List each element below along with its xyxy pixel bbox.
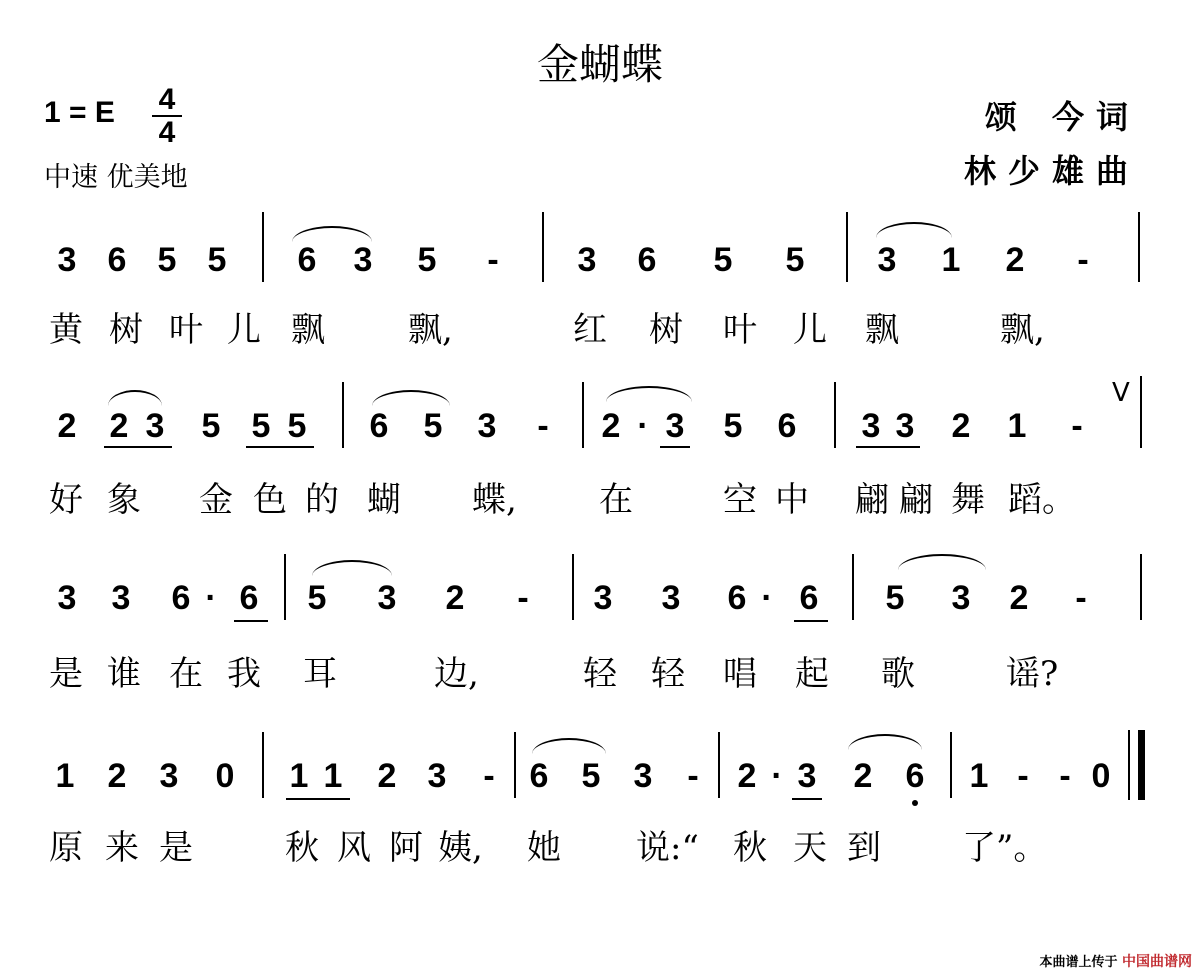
slur bbox=[898, 554, 986, 570]
underline-beam bbox=[856, 446, 920, 448]
bar-line bbox=[834, 382, 836, 448]
time-signature-top: 4 bbox=[158, 83, 176, 116]
slur bbox=[108, 390, 162, 406]
watermark-brand: 中国曲谱网 bbox=[1122, 954, 1192, 970]
bar-line bbox=[950, 732, 952, 798]
note: 1 bbox=[969, 757, 989, 795]
underline-beam bbox=[286, 798, 350, 800]
lyric: 空 bbox=[723, 480, 757, 520]
note: - bbox=[487, 241, 499, 279]
lyric: 说:“ bbox=[636, 828, 699, 868]
watermark-prefix: 本曲谱上传于 bbox=[1039, 955, 1118, 970]
note: 3 bbox=[57, 241, 77, 279]
note: 3 bbox=[633, 757, 653, 795]
note: 1 bbox=[55, 757, 75, 795]
note: - bbox=[517, 579, 529, 617]
lyric: 原 bbox=[49, 828, 83, 868]
note: - bbox=[1017, 757, 1029, 795]
lyric: 翩 bbox=[855, 480, 889, 520]
tempo-marking: 中速 优美地 bbox=[44, 162, 188, 193]
note: 3 bbox=[661, 579, 681, 617]
lyric: 的 bbox=[305, 480, 339, 520]
lyric: 歌 bbox=[881, 654, 915, 694]
lyric: 儿 bbox=[793, 310, 827, 350]
note: 1 bbox=[941, 241, 961, 279]
note: 2 bbox=[109, 407, 129, 445]
lyric: 飘, bbox=[1000, 310, 1045, 350]
lyric: 中 bbox=[775, 480, 809, 520]
note: 6 bbox=[297, 241, 317, 279]
lyricist-credit: 颂 今词 bbox=[984, 98, 1140, 136]
note: - bbox=[687, 757, 699, 795]
lyric: 飘 bbox=[865, 310, 899, 350]
bar-line bbox=[572, 554, 574, 620]
note: 3 bbox=[577, 241, 597, 279]
time-signature-bottom: 4 bbox=[158, 116, 176, 149]
lyric: 轻 bbox=[583, 654, 617, 694]
note: 3 bbox=[427, 757, 447, 795]
lyric: 了”。 bbox=[962, 828, 1048, 868]
note: 2 bbox=[853, 757, 873, 795]
note: 5 bbox=[417, 241, 437, 279]
lyric: 谁 bbox=[107, 654, 141, 694]
note: 6 bbox=[637, 241, 657, 279]
underline-beam bbox=[792, 798, 822, 800]
lyric: 边, bbox=[434, 654, 479, 694]
note: 1 bbox=[1007, 407, 1027, 445]
composer-credit: 林少雄曲 bbox=[963, 152, 1140, 190]
note: - bbox=[537, 407, 549, 445]
key-signature: 1 = E bbox=[44, 96, 115, 129]
note: 6 bbox=[239, 579, 259, 617]
lyric: 叶 bbox=[723, 310, 757, 350]
song-title: 金蝴蝶 bbox=[536, 40, 663, 89]
underline-beam bbox=[234, 620, 268, 622]
note: - bbox=[483, 757, 495, 795]
lyric: 红 bbox=[573, 310, 607, 350]
note: 2 bbox=[377, 757, 397, 795]
bar-line bbox=[262, 212, 264, 282]
lyrics-line-4 bbox=[0, 820, 1200, 868]
lyric: 黄 bbox=[49, 310, 83, 350]
note: 3 bbox=[593, 579, 613, 617]
lyric: 秋 bbox=[285, 828, 319, 868]
note: 3 bbox=[57, 579, 77, 617]
lyric: 是 bbox=[159, 828, 193, 868]
note: 3 bbox=[477, 407, 497, 445]
lyric: 是 bbox=[49, 654, 83, 694]
note: 5 bbox=[785, 241, 805, 279]
lyrics-line-2 bbox=[0, 472, 1200, 520]
slur bbox=[606, 386, 692, 402]
slur bbox=[312, 560, 392, 576]
lyric: 翩 bbox=[899, 480, 933, 520]
note: 2 bbox=[601, 407, 621, 445]
note: - bbox=[1075, 579, 1087, 617]
lyric: 飘 bbox=[291, 310, 325, 350]
note: 1 bbox=[323, 757, 343, 795]
note: 5 bbox=[581, 757, 601, 795]
note: 2 bbox=[737, 757, 757, 795]
lyrics-line-3 bbox=[0, 646, 1200, 694]
bar-line bbox=[1140, 376, 1142, 448]
note: 6 bbox=[905, 757, 925, 795]
note: 6 bbox=[107, 241, 127, 279]
lyric: 蝴 bbox=[367, 480, 401, 520]
bar-line bbox=[262, 732, 264, 798]
breath-mark: V bbox=[1112, 378, 1130, 408]
note: 2 bbox=[951, 407, 971, 445]
lyric: 儿 bbox=[227, 310, 261, 350]
lyric: 树 bbox=[109, 310, 143, 350]
slur bbox=[372, 390, 450, 406]
slur bbox=[848, 734, 922, 750]
lyric: 树 bbox=[649, 310, 683, 350]
note: 5 bbox=[207, 241, 227, 279]
lyric: 叶 bbox=[169, 310, 203, 350]
note: 3 bbox=[665, 407, 685, 445]
time-signature bbox=[150, 84, 184, 148]
slur bbox=[876, 222, 952, 238]
lyric: 金 bbox=[199, 480, 233, 520]
bar-line bbox=[542, 212, 544, 282]
bar-line bbox=[846, 212, 848, 282]
lyric: 耳 bbox=[303, 654, 337, 694]
lyric: 飘, bbox=[408, 310, 453, 350]
note: 5 bbox=[307, 579, 327, 617]
note: 2 bbox=[1005, 241, 1025, 279]
lyric: 轻 bbox=[651, 654, 685, 694]
note: 3 bbox=[951, 579, 971, 617]
lyric: 蹈。 bbox=[1008, 480, 1076, 520]
lyric: 秋 bbox=[733, 828, 767, 868]
note: · bbox=[205, 579, 217, 617]
lyric: 来 bbox=[105, 828, 139, 868]
note: - bbox=[1059, 757, 1071, 795]
bar-line bbox=[342, 382, 344, 448]
note: 6 bbox=[727, 579, 747, 617]
note: 5 bbox=[157, 241, 177, 279]
note: 3 bbox=[353, 241, 373, 279]
note: 6 bbox=[529, 757, 549, 795]
lyric: 风 bbox=[337, 828, 371, 868]
note: 0 bbox=[215, 757, 235, 795]
note: - bbox=[1071, 407, 1083, 445]
bar-line bbox=[284, 554, 286, 620]
lyric: 舞 bbox=[951, 480, 985, 520]
bar-line bbox=[718, 732, 720, 798]
note: 5 bbox=[287, 407, 307, 445]
lyric: 我 bbox=[227, 654, 261, 694]
note: 3 bbox=[797, 757, 817, 795]
note: 2 bbox=[57, 407, 77, 445]
lyric: 唱 bbox=[723, 654, 757, 694]
underline-beam bbox=[794, 620, 828, 622]
lyric: 蝶, bbox=[472, 480, 517, 520]
bar-line bbox=[852, 554, 854, 620]
note: 6 bbox=[369, 407, 389, 445]
final-bar-thick bbox=[1138, 730, 1145, 800]
underline-beam bbox=[660, 446, 690, 448]
note: 2 bbox=[445, 579, 465, 617]
bar-line bbox=[514, 732, 516, 798]
bar-line bbox=[1140, 554, 1142, 620]
note: 3 bbox=[159, 757, 179, 795]
note: 3 bbox=[877, 241, 897, 279]
lyric: 象 bbox=[107, 480, 141, 520]
note: · bbox=[637, 407, 649, 445]
note: 5 bbox=[885, 579, 905, 617]
lyric: 到 bbox=[847, 828, 881, 868]
note: 5 bbox=[713, 241, 733, 279]
lyric: 天 bbox=[793, 828, 827, 868]
note: 3 bbox=[895, 407, 915, 445]
watermark bbox=[1039, 951, 1192, 971]
lyrics-line-1 bbox=[0, 302, 1200, 350]
note: 3 bbox=[111, 579, 131, 617]
note: 0 bbox=[1091, 757, 1111, 795]
note: - bbox=[1077, 241, 1089, 279]
lyric: 在 bbox=[169, 654, 203, 694]
note: 5 bbox=[201, 407, 221, 445]
note: · bbox=[761, 579, 773, 617]
lyric: 阿 bbox=[389, 828, 423, 868]
bar-line bbox=[582, 382, 584, 448]
note: 3 bbox=[377, 579, 397, 617]
lyric: 姨, bbox=[438, 828, 483, 868]
lyric: 起 bbox=[795, 654, 829, 694]
note: 2 bbox=[1009, 579, 1029, 617]
slur bbox=[532, 738, 606, 754]
note: 5 bbox=[723, 407, 743, 445]
note: 6 bbox=[777, 407, 797, 445]
lyric: 谣? bbox=[1006, 654, 1059, 694]
note: 6 bbox=[799, 579, 819, 617]
note: 1 bbox=[289, 757, 309, 795]
lyric: 色 bbox=[253, 480, 287, 520]
lyric: 好 bbox=[49, 480, 83, 520]
note: 5 bbox=[423, 407, 443, 445]
note: 6 bbox=[171, 579, 191, 617]
underline-beam bbox=[246, 446, 314, 448]
note: 3 bbox=[861, 407, 881, 445]
lyric: 她 bbox=[527, 828, 561, 868]
underline-beam bbox=[104, 446, 172, 448]
bar-line bbox=[1138, 212, 1140, 282]
note: 2 bbox=[107, 757, 127, 795]
low-octave-dot bbox=[912, 800, 918, 806]
note: · bbox=[771, 757, 783, 795]
note: 3 bbox=[145, 407, 165, 445]
lyric: 在 bbox=[599, 480, 633, 520]
final-bar-thin bbox=[1128, 730, 1130, 800]
note: 5 bbox=[251, 407, 271, 445]
